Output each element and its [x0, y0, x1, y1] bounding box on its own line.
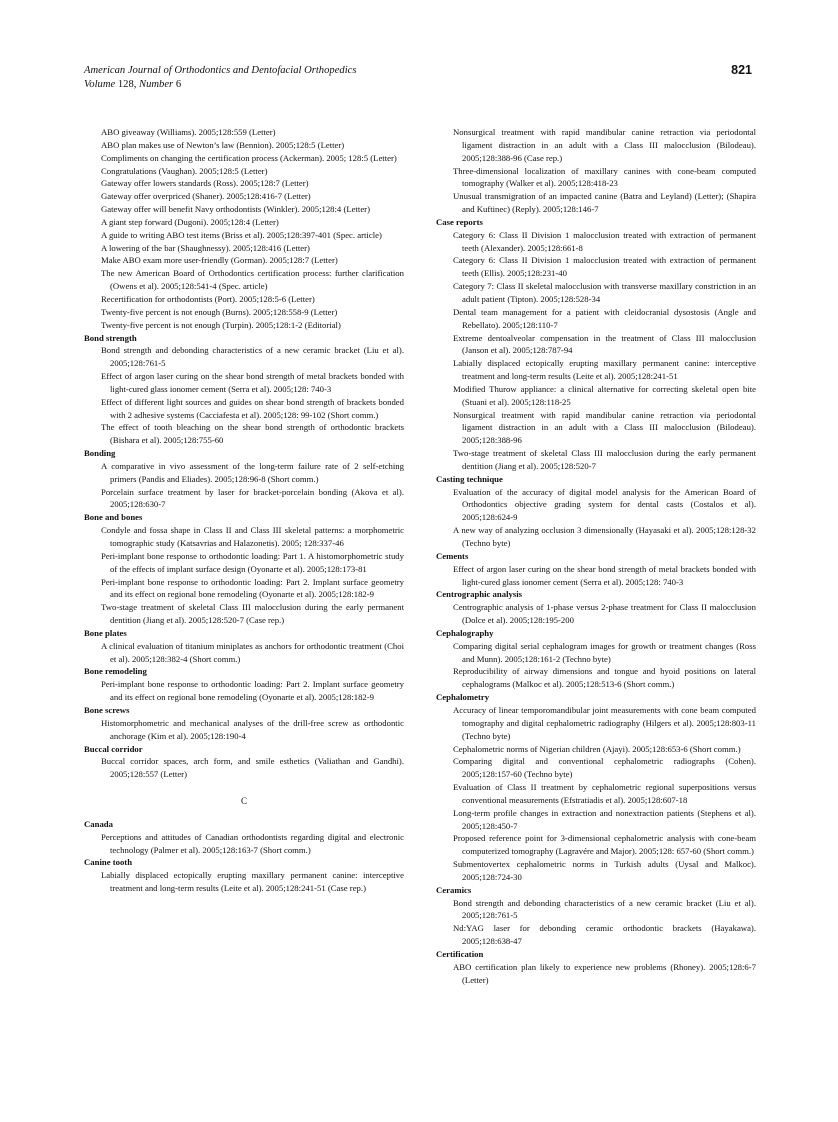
index-entry: Make ABO exam more user-friendly (Gorman). 2005;128:7 (Letter): [101, 255, 338, 266]
index-entry: Peri-implant bone response to orthodontic loading: Part 1. A histomorphometric study of the effects of implant surface design (Oyonarte et al). 2005;128:173-81: [101, 550, 404, 574]
subject-heading: Bond strength: [84, 332, 137, 343]
index-entry: A lowering of the bar (Shaughnessy). 2005;128:416 (Letter): [101, 242, 310, 253]
index-entry: Evaluation of the accuracy of digital model analysis for the American Board of Orthodontics objective grading system for dental casts (Costalos et al). 2005;128:624-9: [453, 486, 756, 523]
index-entry: Reproducibility of airway dimensions and tongue and hyoid positions on lateral cephalograms (Malkoc et al). 2005;128:513-6 (Short comm.): [453, 666, 756, 690]
index-entry: Category 6: Class II Division 1 malocclusion treated with extraction of permanent teeth (Alexander). 2005;128:661-8: [453, 229, 756, 253]
index-entry: ABO giveaway (Williams). 2005;128:559 (Letter): [101, 127, 276, 137]
page-number: 821: [731, 63, 752, 77]
subject-heading: Ceramics: [436, 884, 472, 895]
index-entry: Recertification for orthodontists (Port). 2005;128:5-6 (Letter): [101, 293, 315, 304]
index-entry: A clinical evaluation of titanium miniplates as anchors for orthodontic treatment (Choi et al). 2005;128:382-4 (Short comm.): [101, 640, 404, 664]
index-entry: Twenty-five percent is not enough (Burns). 2005;128:558-9 (Letter): [101, 306, 338, 317]
index-entry: Two-stage treatment of skeletal Class III malocclusion during the early permanent dentition (Jiang et al). 2005;128:520-7 (Case rep.): [101, 602, 404, 626]
index-entry: Histomorphometric and mechanical analyses of the drill-free screw as orthodontic anchorage (Kim et al). 2005;128:190-4: [101, 717, 404, 741]
index-entry: A guide to writing ABO test items (Briss et al). 2005;128:397-401 (Spec. article): [101, 229, 382, 240]
index-entry: Porcelain surface treatment by laser for bracket-porcelain bonding (Akova et al). 2005;128:630-7: [101, 486, 404, 510]
volume-label: Volume: [84, 79, 116, 90]
subject-heading: Bone remodeling: [84, 666, 147, 677]
index-entry: A comparative in vivo assessment of the long-term failure rate of 2 self-etching primers (Pandis and Eliades). 2005;128:96-8 (Short comm.): [101, 460, 404, 484]
index-entry: ABO certification plan likely to experience new problems (Rhoney). 2005;128:6-7 (Letter): [453, 961, 756, 985]
index-entry: Accuracy of linear temporomandibular joint measurements with cone beam computed tomography and digital cephalometric radiography (Hilgers et al). 2005;128:803-11 (Techno byte): [453, 704, 756, 741]
index-entry: The effect of tooth bleaching on the shear bond strength of orthodontic brackets (Bishara et al). 2005;128:755-60: [101, 422, 404, 446]
index-entry: Cephalometric norms of Nigerian children (Ajayi). 2005;128:653-6 (Short comm.): [453, 743, 741, 754]
issue-number: 6: [175, 79, 182, 90]
subject-heading: Bone screws: [84, 704, 130, 715]
index-entry: Dental team management for a patient with cleidocranial dysostosis (Angle and Rebellato). 2005;128:110-7: [453, 306, 756, 330]
index-entry: Category 7: Class II skeletal malocclusion with transverse maxillary constriction in an adult patient (Tipton). 2005;128:528-34: [453, 281, 756, 304]
volume-line: [84, 78, 356, 92]
subject-heading: Buccal corridor: [84, 743, 143, 754]
index-entry: Compliments on changing the certification process (Ackerman). 2005; 128:5 (Letter): [101, 152, 397, 163]
subject-heading: Cephalometry: [436, 692, 490, 703]
journal-title: American Journal of Orthodontics and Dentofacial Orthopedics: [84, 65, 357, 76]
index-entry: Perceptions and attitudes of Canadian orthodontists regarding digital and electronic technology (Palmer et al). 2005;128:163-7 (Short comm.): [101, 831, 404, 855]
index-entry: Proposed reference point for 3-dimensional cephalometric analysis with cone-beam computerized tomography (Lagravére and Major). 2005;128: 657-60 (Short comm.): [453, 833, 756, 857]
index-entry: The new American Board of Orthodontics certification process: further clarification (Owens et al). 2005;128:541-4 (Spec. article): [101, 268, 404, 292]
index-entry: A new way of analyzing occlusion 3 dimensionally (Hayasaki et al). 2005;128:128-32 (Techno byte): [453, 525, 756, 548]
index-entry: Nonsurgical treatment with rapid mandibular canine retraction via periodontal ligament distraction in an adult with a Class III malocclusion (Bilodeau). 2005;128:388-96: [453, 409, 756, 446]
index-entry: Modified Thurow appliance: a clinical alternative for correcting skeletal open bite (Stuani et al). 2005;128:118-25: [453, 383, 756, 407]
index-entry: Comparing digital serial cephalogram images for growth or treatment changes (Ross and Munn). 2005;128:161-2 (Techno byte): [453, 640, 756, 664]
index-entry: Congratulations (Vaughan). 2005;128:5 (Letter): [101, 165, 268, 176]
index-entry: Two-stage treatment of skeletal Class III malocclusion during the early permanent dentition (Jiang et al). 2005;128:520-7: [453, 448, 756, 471]
index-entry: Labially displaced ectopically erupting maxillary permanent canine: interceptive treatment and long-term results (Leite et al). 2005;128:241-51 (Case rep.): [101, 870, 404, 894]
index-entry: Category 6: Class II Division 1 malocclusion treated with extraction of permanent teeth (Ellis). 2005;128:231-40: [453, 255, 756, 279]
index-entry: Buccal corridor spaces, arch form, and smile esthetics (Valiathan and Gandhi). 2005;128:557 (Letter): [101, 756, 404, 780]
section-letter: C: [240, 796, 247, 807]
index-entry: Effect of argon laser curing on the shear bond strength of metal brackets bonded with light-cured glass ionomer cement (Serra et al). 2005;128: 740-3: [101, 371, 404, 394]
index-entry: Gateway offer overpriced (Shaner). 2005;128:416-7 (Letter): [101, 191, 311, 202]
index-entry: Evaluation of Class II treatment by cephalometric regional superpositions versus conventional measurements (Efstratiadis et al). 2005;128:607-18: [453, 782, 756, 805]
subject-heading: Centrographic analysis: [436, 589, 522, 600]
index-entry: Condyle and fossa shape in Class II and Class III skeletal patterns: a morphometric tomographic study (Katsavrias and Halazonetis). 2005; 128:337-46: [101, 525, 404, 548]
index-column-left: [84, 126, 404, 895]
index-entry: Gateway offer will benefit Navy orthodontists (Winkler). 2005;128:4 (Letter): [101, 204, 370, 215]
subject-heading: Cements: [436, 550, 469, 561]
subject-heading: Canada: [84, 818, 113, 829]
index-column-right: [436, 126, 756, 987]
index-entry: Labially displaced ectopically erupting maxillary permanent canine: interceptive treatment and long-term results (Leite et al). 2005;128:241-51: [453, 358, 756, 382]
index-entry: Centrographic analysis of 1-phase versus 2-phase treatment for Class II malocclusion (Dolce et al). 2005;128:195-200: [453, 602, 756, 626]
index-entry: A giant step forward (Dugoni). 2005;128:4 (Letter): [101, 216, 279, 227]
subject-heading: Certification: [436, 949, 484, 959]
number-label: Number: [139, 79, 174, 90]
subject-heading: Canine tooth: [84, 857, 133, 868]
subject-heading: Bonding: [84, 448, 116, 459]
subject-heading: Casting technique: [436, 473, 503, 484]
index-entry: Effect of different light sources and guides on shear bond strength of brackets bonded with 2 adhesive systems (Cacciafesta et al). 2005;128: 99-102 (Short comm.): [101, 396, 404, 420]
index-entry: Gateway offer lowers standards (Ross). 2005;128:7 (Letter): [101, 178, 309, 189]
index-entry: Peri-implant bone response to orthodontic loading: Part 2. Implant surface geometry and its effect on regional bone remodeling (Oyonarte et al). 2005;128:182-9: [101, 576, 404, 600]
index-entry: Nd:YAG laser for debonding ceramic orthodontic brackets (Hayakawa). 2005;128:638-47: [453, 923, 756, 947]
index-entry: Effect of argon laser curing on the shear bond strength of metal brackets bonded with light-cured glass ionomer cement (Serra et al). 2005;128: 740-3: [453, 563, 756, 587]
volume-number: 128,: [117, 79, 137, 90]
index-entry: Bond strength and debonding characteristics of a new ceramic bracket (Liu et al). 2005;128:761-5: [453, 897, 756, 921]
index-entry: Comparing digital and conventional cephalometric radiographs (Cohen). 2005;128:157-60 (Techno byte): [453, 756, 756, 780]
index-entry: ABO plan makes use of Newton’s law (Bennion). 2005;128:5 (Letter): [101, 139, 345, 150]
subject-heading: Cephalography: [436, 627, 494, 638]
index-entry: Submentovertex cephalometric norms in Turkish adults (Uysal and Malkoc). 2005;128:724-30: [453, 859, 756, 882]
index-entry: Bond strength and debonding characteristics of a new ceramic bracket (Liu et al). 2005;128:761-5: [101, 345, 404, 369]
subject-heading: Case reports: [436, 216, 483, 227]
index-entry: Nonsurgical treatment with rapid mandibular canine retraction via periodontal ligament distraction in an adult with a Class III malocclusion (Bilodeau). 2005;128:388-96 (Case rep.): [453, 127, 756, 163]
index-entry: Unusual transmigration of an impacted canine (Batra and Leyland) (Letter); (Shapira and Kuftinec) (Reply). 2005;128:146-7: [453, 191, 756, 215]
index-entry: Twenty-five percent is not enough (Turpin). 2005;128:1-2 (Editorial): [101, 319, 341, 330]
index-entry: Extreme dentoalveolar compensation in the treatment of Class III malocclusion (Janson et al). 2005;128:787-94: [453, 332, 756, 356]
index-entry: Three-dimensional localization of maxillary canines with cone-beam computed tomography (Walker et al). 2005;128:418-23: [453, 165, 756, 189]
running-header: [84, 64, 356, 92]
index-entry: Peri-implant bone response to orthodontic loading: Part 2. Implant surface geometry and its effect on regional bone remodeling (Oyonarte et al). 2005;128:182-9: [101, 679, 404, 703]
index-entry: Long-term profile changes in extraction and nonextraction patients (Stephens et al). 2005;128:450-7: [453, 807, 756, 831]
subject-heading: Bone plates: [84, 627, 127, 638]
subject-heading: Bone and bones: [84, 512, 143, 523]
